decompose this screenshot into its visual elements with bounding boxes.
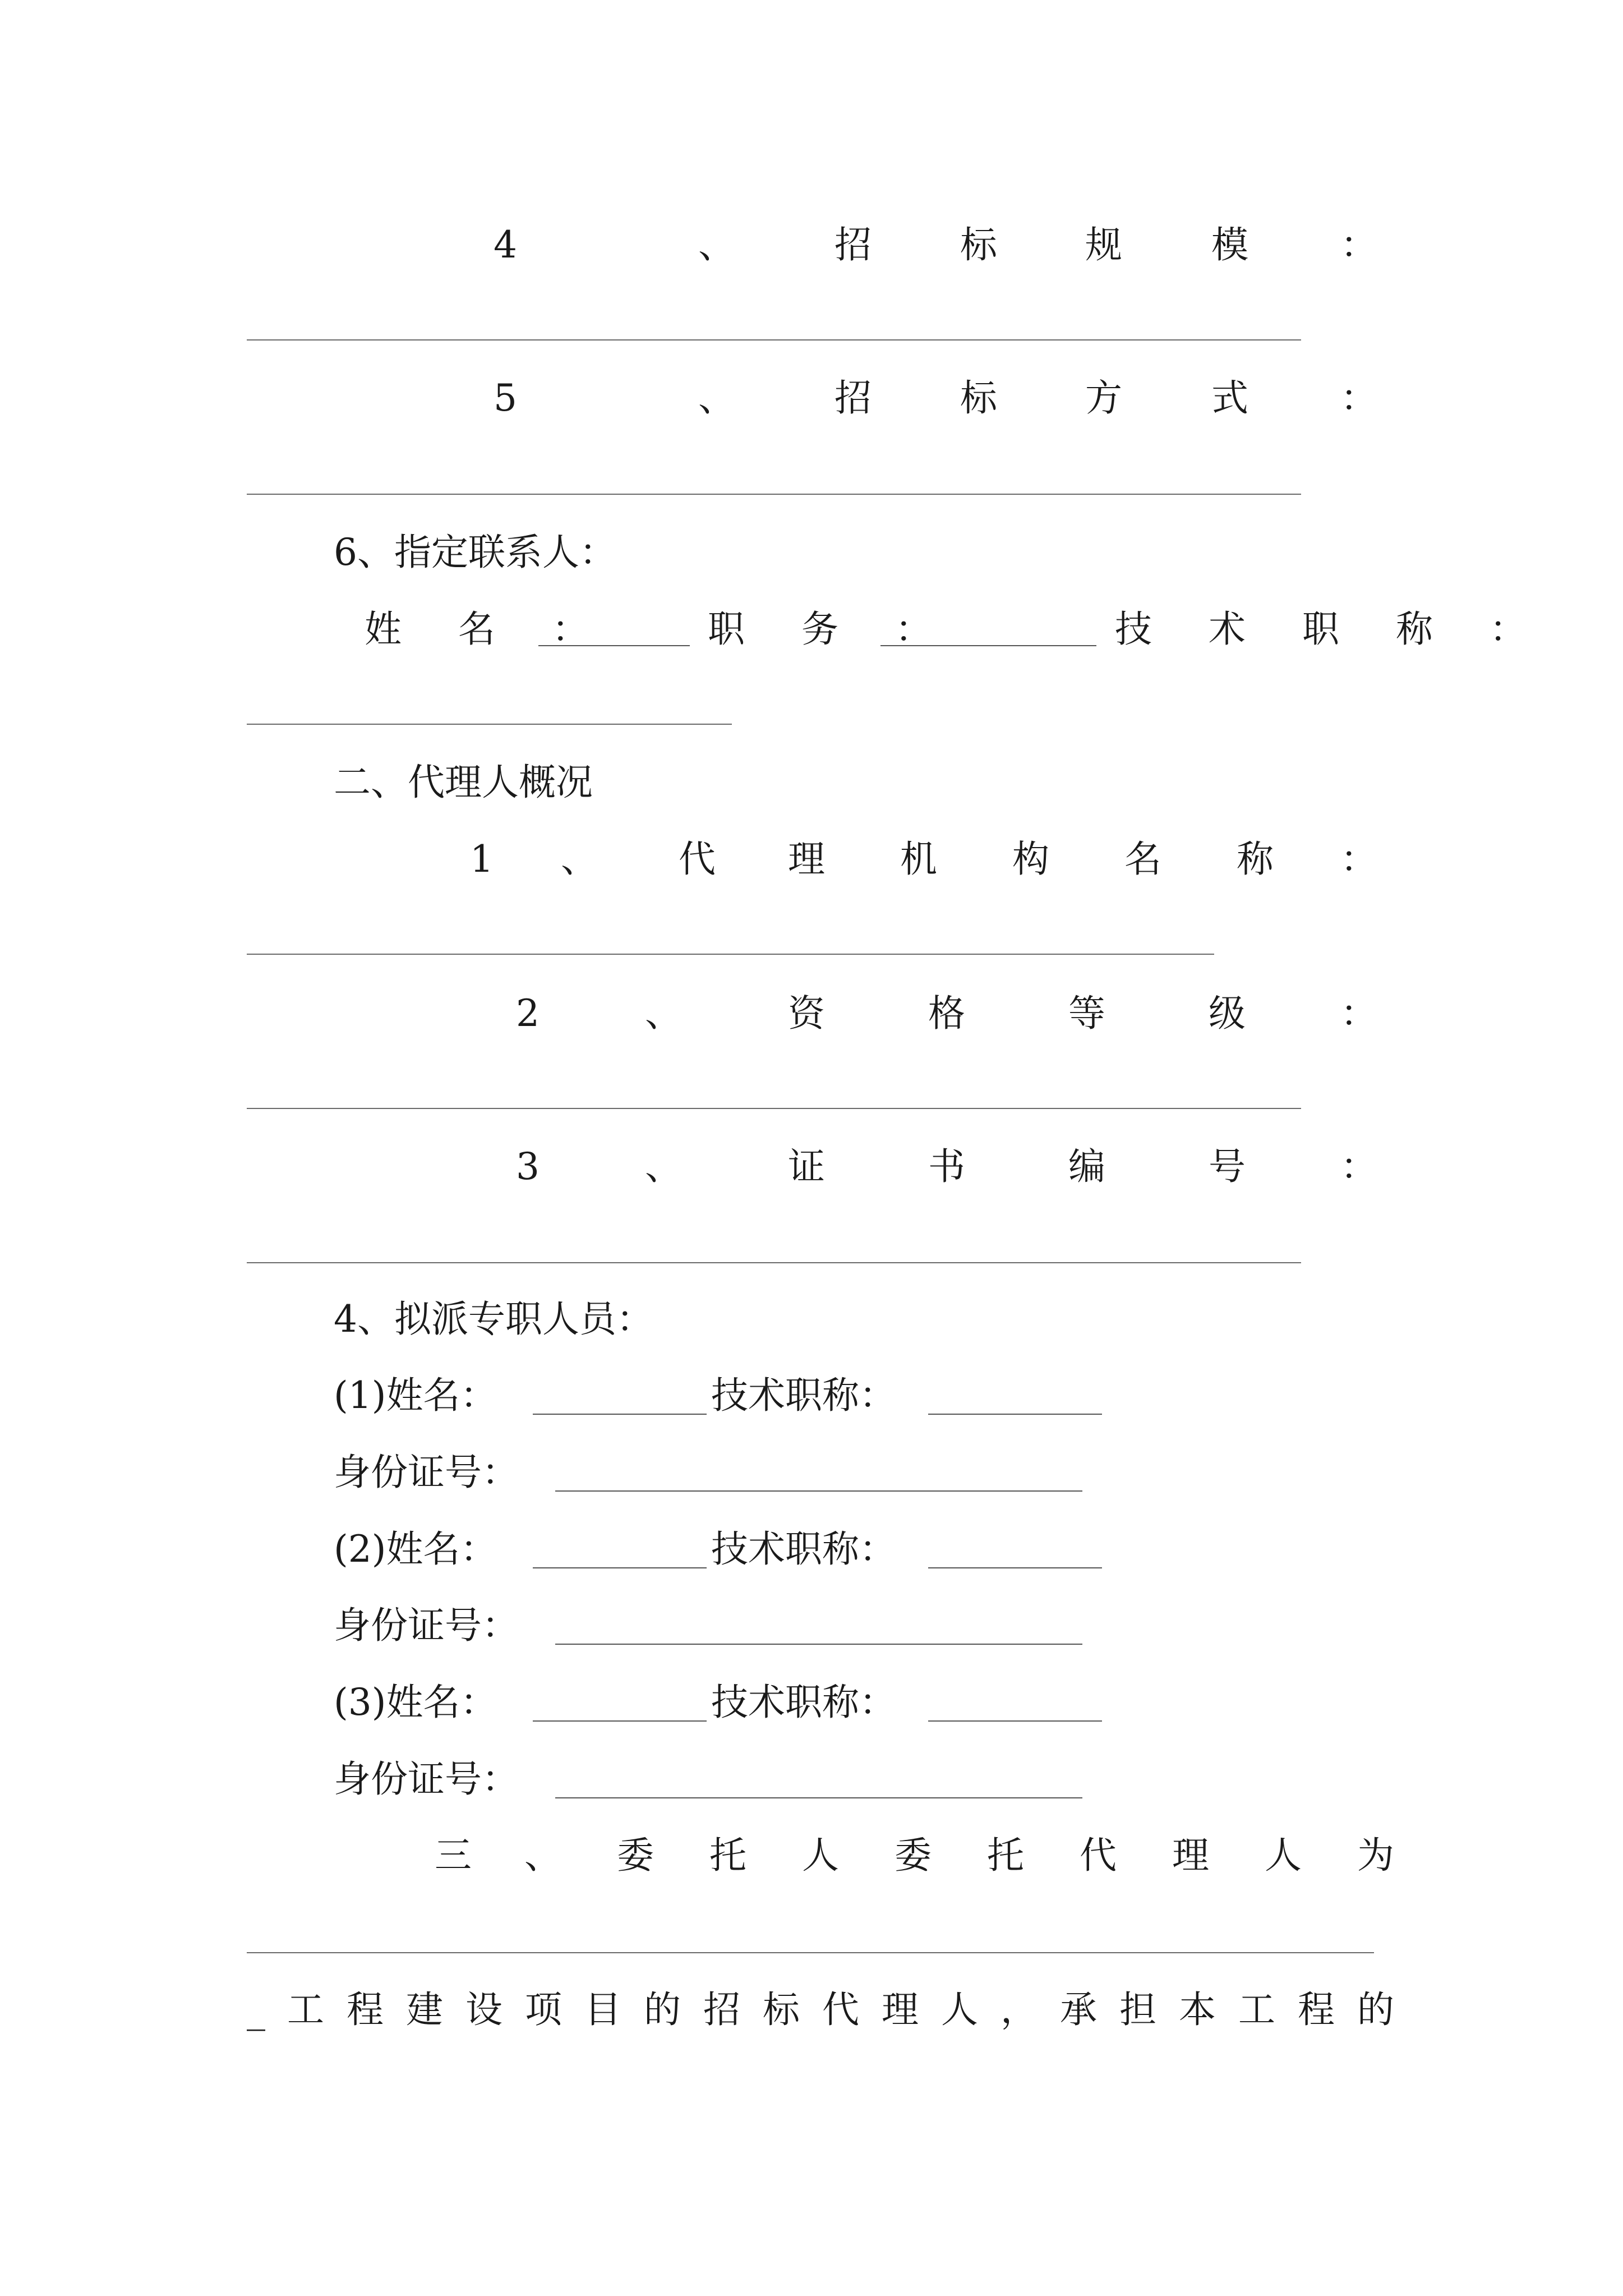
- fill-line-agency-name[interactable]: [247, 954, 1214, 955]
- label-char: 方: [1085, 376, 1122, 420]
- section-3-char: ，: [1000, 1988, 1038, 2031]
- staff-2-title-field[interactable]: [928, 1567, 1102, 1568]
- separator: 、: [561, 838, 598, 881]
- section-3-char: 人: [1265, 1834, 1302, 1877]
- label-char: 理: [788, 838, 825, 881]
- item-number: 5: [494, 376, 517, 420]
- fill-line-qualification-level[interactable]: [247, 1108, 1301, 1109]
- section-3-char: 的: [644, 1988, 681, 2031]
- section-3-char: 设: [465, 1988, 502, 2031]
- section-3-char: 人: [802, 1834, 839, 1877]
- section-3-char: 工: [287, 1988, 324, 2031]
- label-char: 称: [1237, 838, 1274, 881]
- section-3-line-2: [0, 1985, 1623, 2035]
- item-agency-name: [0, 834, 1623, 885]
- contact-title-label: 技 术 职 称 ：: [1115, 608, 1549, 651]
- label-char: 机: [900, 838, 937, 881]
- item-certificate-number: [0, 1142, 1623, 1192]
- section-3-char: 的: [1357, 1988, 1394, 2031]
- section-3-char: 代: [1080, 1834, 1117, 1877]
- label-char: 模: [1211, 223, 1248, 266]
- separator: 、: [645, 1145, 682, 1188]
- staff-2-name-field[interactable]: [533, 1567, 707, 1568]
- label-char: 资: [788, 992, 825, 1035]
- staff-2-id-field[interactable]: [555, 1644, 1082, 1645]
- section-3-char: 标: [763, 1988, 800, 2031]
- section-3-char: 程: [347, 1988, 384, 2031]
- staff-heading: 4、拟派专职人员：: [334, 1297, 653, 1341]
- section-3-char: 理: [882, 1988, 919, 2031]
- label-char: 等: [1068, 992, 1105, 1035]
- section-3-char: 本: [1179, 1988, 1216, 2031]
- underscore-prefix: _: [247, 1988, 265, 2031]
- label-char: 标: [960, 223, 997, 266]
- label-char: 招: [834, 223, 872, 266]
- staff-3-id-field[interactable]: [555, 1797, 1082, 1798]
- contact-duty-field[interactable]: [880, 645, 1096, 646]
- separator: 、: [698, 376, 735, 420]
- label-char: 规: [1085, 223, 1122, 266]
- staff-3-name-field[interactable]: [533, 1720, 707, 1722]
- label-char: 代: [679, 838, 716, 881]
- label-char: 招: [834, 376, 872, 420]
- label-char: 编: [1068, 1145, 1105, 1188]
- separator: 、: [645, 992, 682, 1035]
- item-number: 3: [516, 1145, 540, 1188]
- label-char: 构: [1012, 838, 1049, 881]
- staff-1-name-field[interactable]: [533, 1414, 707, 1415]
- fill-line-project-name[interactable]: [247, 1952, 1374, 1953]
- label-char: 书: [928, 1145, 965, 1188]
- section-2-heading: 二、代理人概况: [334, 761, 593, 804]
- staff-2-id-label: 身份证号：: [334, 1604, 519, 1647]
- colon: ：: [1340, 376, 1377, 420]
- section-3-char: 三: [435, 1834, 472, 1877]
- section-3-line-1: [0, 1830, 1623, 1881]
- staff-3-id-label: 身份证号：: [334, 1757, 519, 1801]
- section-3-char: 担: [1119, 1988, 1156, 2031]
- item-number: 2: [516, 992, 540, 1035]
- staff-2-title-label: 技术职称：: [711, 1527, 896, 1571]
- section-3-char: 委: [895, 1834, 932, 1877]
- contact-name-label: 姓 名 ：: [365, 608, 611, 651]
- staff-1-id-label: 身份证号：: [334, 1451, 519, 1494]
- staff-2-name-label: (2)姓名：: [334, 1527, 497, 1571]
- colon: ：: [1340, 838, 1377, 881]
- separator: 、: [698, 223, 735, 266]
- label-char: 号: [1209, 1145, 1246, 1188]
- label-char: 标: [960, 376, 997, 420]
- section-3-char: 代: [822, 1988, 859, 2031]
- section-3-char: 目: [584, 1988, 621, 2031]
- staff-3-title-label: 技术职称：: [711, 1681, 896, 1724]
- section-3-char: 人: [941, 1988, 978, 2031]
- staff-1-title-field[interactable]: [928, 1414, 1102, 1415]
- colon: ：: [1340, 223, 1377, 266]
- section-3-char: 招: [703, 1988, 740, 2031]
- staff-3-title-field[interactable]: [928, 1720, 1102, 1722]
- item-bid-scale: [0, 220, 1623, 270]
- label-char: 级: [1209, 992, 1246, 1035]
- section-3-char: 承: [1060, 1988, 1097, 2031]
- fill-line-certificate-number[interactable]: [247, 1262, 1301, 1263]
- fill-line-bid-method[interactable]: [247, 494, 1301, 495]
- staff-1-name-label: (1)姓名：: [334, 1374, 497, 1417]
- section-3-char: 程: [1298, 1988, 1335, 2031]
- section-3-char: 理: [1172, 1834, 1209, 1877]
- staff-3-name-label: (3)姓名：: [334, 1681, 497, 1724]
- colon: ：: [1340, 992, 1377, 1035]
- contact-heading: 6、指定联系人：: [334, 531, 616, 574]
- item-number: 1: [470, 838, 494, 881]
- label-char: 名: [1124, 838, 1161, 881]
- section-3-char: 工: [1238, 1988, 1275, 2031]
- fill-line-bid-scale[interactable]: [247, 339, 1301, 341]
- section-3-char: 托: [987, 1834, 1024, 1877]
- contact-title-field[interactable]: [247, 724, 732, 725]
- staff-1-id-field[interactable]: [555, 1490, 1082, 1492]
- section-3-char: 托: [709, 1834, 746, 1877]
- section-3-char: 项: [525, 1988, 562, 2031]
- label-char: 格: [928, 992, 965, 1035]
- label-char: 证: [788, 1145, 825, 1188]
- item-qualification-level: [0, 988, 1623, 1039]
- section-3-char: 委: [617, 1834, 654, 1877]
- section-3-char: 建: [406, 1988, 443, 2031]
- item-number: 4: [494, 223, 517, 266]
- colon: ：: [1340, 1145, 1377, 1188]
- section-3-char: 、: [524, 1834, 561, 1877]
- item-bid-method: [0, 373, 1623, 424]
- contact-name-field[interactable]: [538, 645, 690, 646]
- label-char: 式: [1211, 376, 1248, 420]
- section-3-char: 为: [1357, 1834, 1394, 1877]
- staff-1-title-label: 技术职称：: [711, 1374, 896, 1417]
- contact-duty-label: 职 务 ：: [708, 608, 955, 651]
